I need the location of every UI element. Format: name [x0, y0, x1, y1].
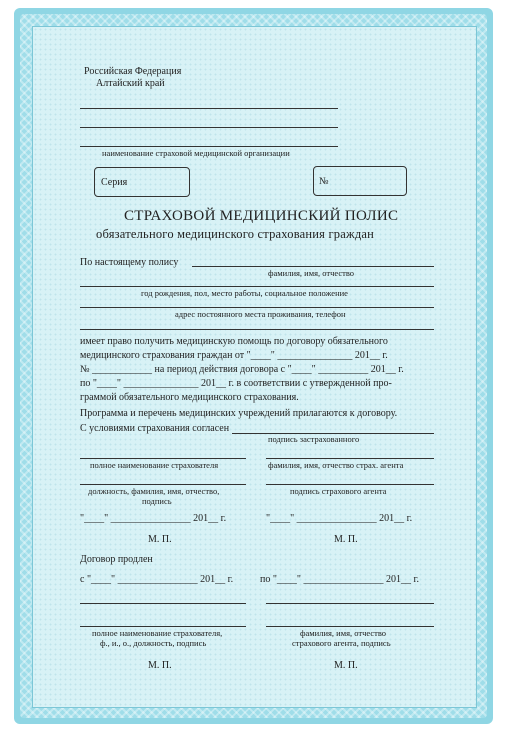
stamp-left: М. П. — [148, 534, 172, 545]
program-line: Программа и перечень медицинских учреждений прилагаются к договору. — [80, 408, 398, 419]
agent-fio-caption: фамилия, имя, отчество страх. агента — [268, 460, 404, 470]
insured-sign-caption: подпись застрахованного — [268, 434, 360, 444]
agent-sign-line — [266, 484, 434, 485]
rights-line-4: по "____" _______________ 201__ г. в соответствии с утвержденной про- — [80, 378, 392, 389]
sign-date-left: "____" ________________ 201__ г. — [80, 513, 227, 524]
rights-line-1: имеет право получить медицинскую помощь по договору обязательного — [80, 336, 388, 347]
series-label: Серия — [101, 177, 128, 188]
extension-caption-right-1: фамилия, имя, отчество — [300, 628, 387, 638]
extension-stamp-left: М. П. — [148, 660, 172, 671]
extension-from: с "____" ________________ 201__ г. — [80, 574, 234, 585]
policy-subtitle: обязательного медицинского страхования граждан — [96, 227, 375, 241]
region-label: Алтайский край — [96, 78, 165, 89]
extension-title: Договор продлен — [80, 554, 153, 565]
insurer-line-2 — [80, 127, 338, 128]
address-caption: адрес постоянного места проживания, телефон — [175, 309, 346, 319]
insurer-name-line — [80, 458, 246, 459]
rights-line-5: граммой обязательного медицинского страхования. — [80, 392, 299, 403]
insurer-line-1 — [80, 108, 338, 109]
position-caption-2: подпись — [142, 496, 172, 506]
sign-date-right: "____" ________________ 201__ г. — [266, 513, 413, 524]
extension-caption-left-1: полное наименование страхователя, — [92, 628, 223, 638]
position-caption-1: должность, фамилия, имя, отчество, — [88, 486, 220, 496]
policy-title: СТРАХОВОЙ МЕДИЦИНСКИЙ ПОЛИС — [124, 208, 399, 224]
by-policy-label: По настоящему полису — [80, 257, 179, 268]
conditions-label: С условиями страхования согласен — [80, 423, 230, 434]
country-label: Российская Федерация — [84, 66, 182, 77]
agent-fio-line — [266, 458, 434, 459]
stamp-right: М. П. — [334, 534, 358, 545]
fio-caption: фамилия, имя, отчество — [268, 268, 355, 278]
extension-stamp-right: М. П. — [334, 660, 358, 671]
extension-to: по "____" ________________ 201__ г. — [260, 574, 419, 585]
agent-sign-caption: подпись страхового агента — [290, 486, 387, 496]
number-label: № — [319, 176, 329, 187]
rights-line-2: медицинского страхования граждан от "____" _______________ 201__ г. — [80, 350, 388, 361]
extension-line-right-2 — [266, 626, 434, 627]
extension-line-right-1 — [266, 603, 434, 604]
insurer-caption: наименование страховой медицинской организации — [102, 148, 290, 158]
insurer-line-3 — [80, 146, 338, 147]
extension-caption-left-2: ф., и., о., должность, подпись — [100, 638, 207, 648]
address-line — [80, 307, 434, 308]
birth-line — [80, 286, 434, 287]
extension-line-left-1 — [80, 603, 246, 604]
extension-caption-right-2: страхового агента, подпись — [292, 638, 391, 648]
insurer-name-caption: полное наименование страхователя — [90, 460, 219, 470]
extension-line-left-2 — [80, 626, 246, 627]
birth-caption: год рождения, пол, место работы, социальное положение — [141, 288, 348, 298]
position-line — [80, 484, 246, 485]
rights-line-3: № ____________ на период действия договора с "____" __________ 201__ г. — [80, 364, 404, 375]
fio-line — [192, 266, 434, 267]
extra-line — [80, 329, 434, 330]
